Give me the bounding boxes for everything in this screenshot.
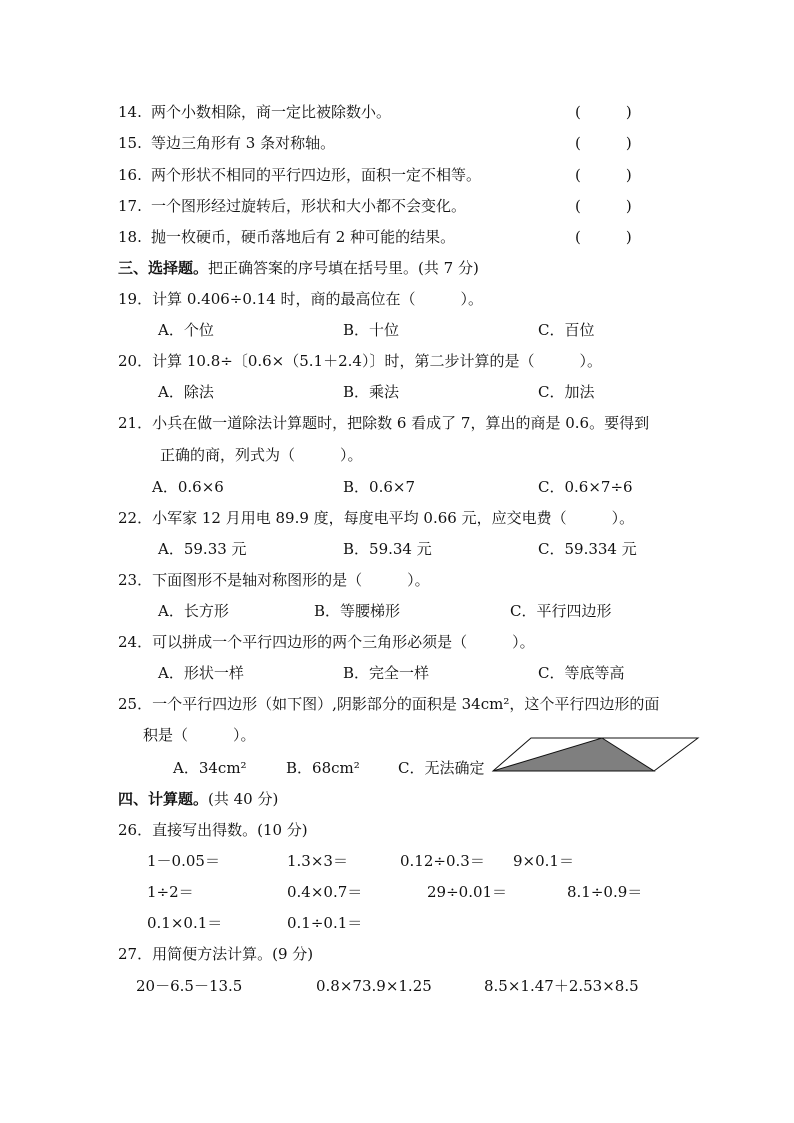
mental-math-item: 1÷2＝ — [147, 883, 194, 901]
mental-math-item: 29÷0.01＝ — [427, 883, 508, 901]
section-heading-choice — [118, 258, 479, 278]
option-a[interactable]: A．34cm² — [173, 759, 247, 777]
choice-question-22: 22．小军家 12 月用电 89.9 度，每度电平均 0.66 元，应交电费（ ）。 — [118, 509, 635, 527]
option-c[interactable]: C．0.6×7÷6 — [538, 478, 633, 496]
mental-math-item: 0.12÷0.3＝ — [400, 852, 485, 870]
option-c[interactable]: C．百位 — [538, 321, 595, 339]
mental-math-item: 9×0.1＝ — [513, 852, 574, 870]
question-number: 17. — [118, 197, 142, 215]
shaded-triangle — [493, 738, 654, 771]
section-description: 把正确答案的序号填在括号里。(共 7 分) — [208, 259, 479, 277]
mental-math-item: 0.4×0.7＝ — [287, 883, 363, 901]
simplify-expression: 0.8×73.9×1.25 — [316, 977, 432, 995]
question-text: 抛一枚硬币，硬币落地后有 2 种可能的结果。 — [151, 228, 456, 246]
calc-question-26: 26．直接写出得数。(10 分) — [118, 821, 308, 839]
option-c[interactable]: C．加法 — [538, 383, 595, 401]
option-c[interactable]: C．等底等高 — [538, 664, 625, 682]
choice-question-21: 21．小兵在做一道除法计算题时，把除数 6 看成了 7，算出的商是 0.6。要得到 — [118, 414, 650, 432]
option-c[interactable]: C．无法确定 — [398, 759, 485, 777]
simplify-expression: 20－6.5－13.5 — [136, 977, 243, 995]
question-number: 18. — [118, 228, 142, 246]
choice-question-21-continued: 正确的商，列式为（ ）。 — [160, 446, 363, 464]
section-description: (共 40 分) — [208, 790, 279, 808]
answer-blank[interactable]: ( ) — [575, 197, 632, 215]
section-title: 三、选择题。 — [118, 259, 209, 277]
option-c[interactable]: C．59.334 元 — [538, 540, 637, 558]
option-c[interactable]: C．平行四边形 — [510, 602, 612, 620]
option-b[interactable]: B．完全一样 — [343, 664, 430, 682]
question-text: 两个形状不相同的平行四边形，面积一定不相等。 — [151, 166, 482, 184]
question-text: 一个图形经过旋转后，形状和大小都不会变化。 — [151, 197, 467, 215]
question-text: 等边三角形有 3 条对称轴。 — [151, 134, 336, 152]
simplify-expression: 8.5×1.47＋2.53×8.5 — [484, 977, 639, 995]
option-b[interactable]: B．59.34 元 — [343, 540, 432, 558]
option-b[interactable]: B．等腰梯形 — [314, 602, 401, 620]
mental-math-item: 8.1÷0.9＝ — [567, 883, 643, 901]
option-a[interactable]: A．长方形 — [158, 602, 229, 620]
choice-question-19: 19．计算 0.406÷0.14 时，商的最高位在（ ）。 — [118, 290, 484, 308]
option-b[interactable]: B．0.6×7 — [343, 478, 415, 496]
question-number: 15. — [118, 134, 142, 152]
choice-question-20: 20．计算 10.8÷〔0.6×（5.1＋2.4）〕时，第二步计算的是（ ）。 — [118, 352, 602, 370]
option-b[interactable]: B．乘法 — [343, 383, 400, 401]
option-a[interactable]: A．0.6×6 — [152, 478, 224, 496]
option-a[interactable]: A．除法 — [158, 383, 214, 401]
option-b[interactable]: B．68cm² — [286, 759, 360, 777]
choice-question-25-continued: 积是（ ）。 — [143, 726, 256, 744]
answer-blank[interactable]: ( ) — [575, 166, 632, 184]
question-number: 14. — [118, 103, 142, 121]
option-a[interactable]: A．形状一样 — [158, 664, 244, 682]
choice-question-25: 25．一个平行四边形（如下图）,阴影部分的面积是 34cm²，这个平行四边形的面 — [118, 695, 660, 713]
section-heading-calculation — [118, 789, 278, 809]
parallelogram-figure — [490, 735, 700, 775]
mental-math-item: 1.3×3＝ — [287, 852, 348, 870]
choice-question-24: 24．可以拼成一个平行四边形的两个三角形必须是（ ）。 — [118, 633, 535, 651]
option-a[interactable]: A．个位 — [158, 321, 214, 339]
question-text: 两个小数相除，商一定比被除数小。 — [151, 103, 392, 121]
mental-math-item: 1－0.05＝ — [147, 852, 220, 870]
option-a[interactable]: A．59.33 元 — [158, 540, 247, 558]
answer-blank[interactable]: ( ) — [575, 228, 632, 246]
answer-blank[interactable]: ( ) — [575, 103, 632, 121]
mental-math-item: 0.1×0.1＝ — [147, 914, 223, 932]
answer-blank[interactable]: ( ) — [575, 134, 632, 152]
choice-question-23: 23．下面图形不是轴对称图形的是（ ）。 — [118, 571, 430, 589]
section-title: 四、计算题。 — [118, 790, 209, 808]
calc-question-27: 27．用简便方法计算。(9 分) — [118, 945, 314, 963]
question-number: 16. — [118, 166, 142, 184]
option-b[interactable]: B．十位 — [343, 321, 400, 339]
mental-math-item: 0.1÷0.1＝ — [287, 914, 363, 932]
